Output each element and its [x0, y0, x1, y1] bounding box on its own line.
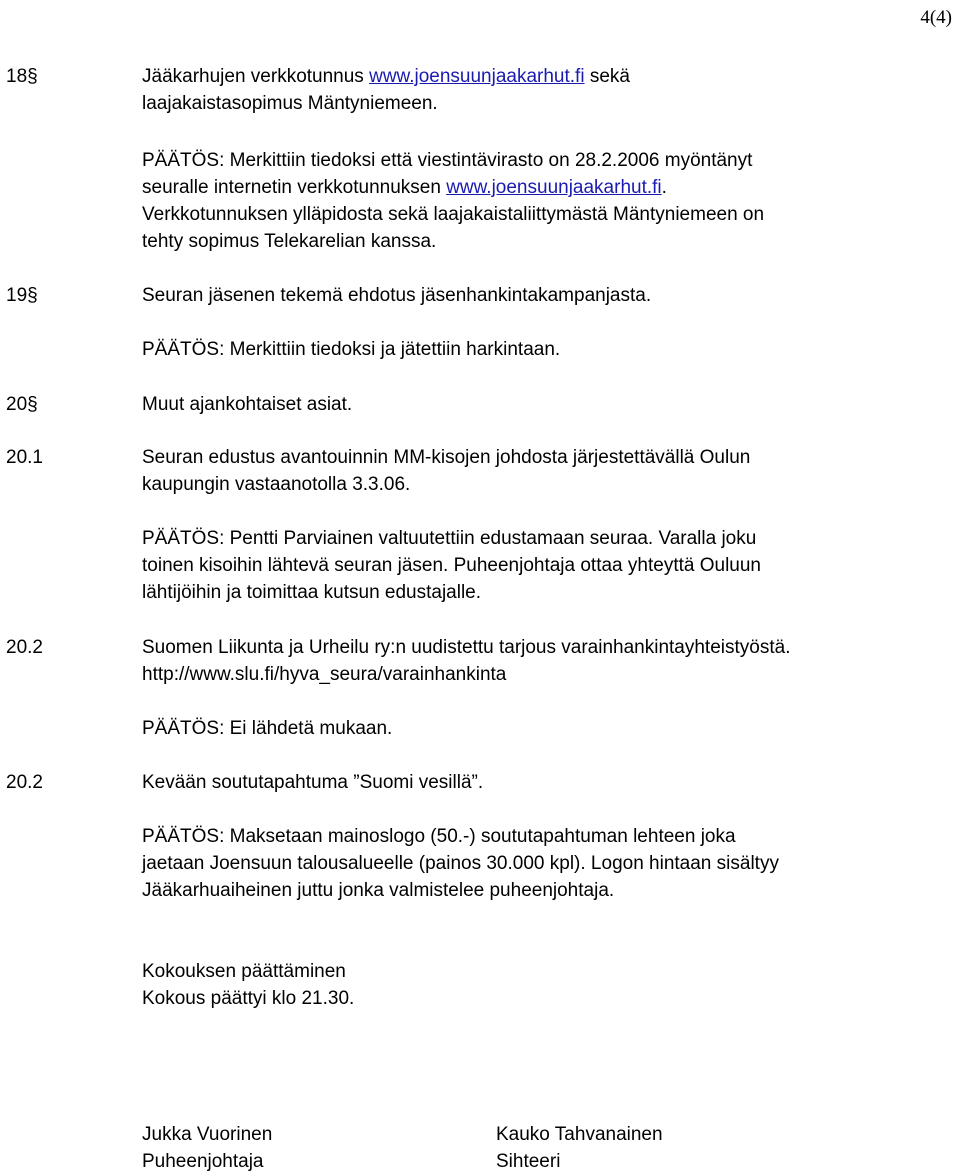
- section-18-heading-line2: laajakaistasopimus Mäntyniemeen.: [142, 93, 438, 114]
- signature-left-role: Puheenjohtaja: [142, 1151, 264, 1172]
- section-symbol: §: [27, 285, 38, 306]
- section-number-19: [6, 282, 38, 309]
- subsection-20-1-decision-line3: lähtijöihin ja toimittaa kutsun edustajalle.: [142, 582, 482, 603]
- subsection-20-2-line1: Suomen Liikunta ja Urheilu ry:n uudistettu tarjous varainhankintayhteistyöstä.: [142, 637, 791, 658]
- section-18-decision-line3: Verkkotunnuksen ylläpidosta sekä laajakaistaliittymästä Mäntyniemeen on: [142, 204, 765, 225]
- section-20-title: Muut ajankohtaiset asiat.: [142, 394, 353, 415]
- section-19-decision: PÄÄTÖS: Merkittiin tiedoksi ja jätettiin harkintaan.: [142, 339, 561, 360]
- signature-right-name: Kauko Tahvanainen: [496, 1124, 663, 1145]
- subsection-20-2-second-decision-line2: jaetaan Joensuun talousalueelle (painos 30.000 kpl). Logon hintaan sisältyy: [142, 853, 779, 874]
- section-19-title: Seuran jäsenen tekemä ehdotus jäsenhankintakampanjasta.: [142, 285, 652, 306]
- subsection-20-1-decision-line2: toinen kisoihin lähtevä seuran jäsen. Puheenjohtaja ottaa yhteyttä Ouluun: [142, 555, 761, 576]
- section-number-20: [6, 391, 38, 418]
- section-18-decision-line2: [142, 174, 667, 201]
- subsection-20-2-url: http://www.slu.fi/hyva_seura/varainhankinta: [142, 664, 507, 685]
- heading-text: Jääkarhujen verkkotunnus: [142, 66, 370, 87]
- section-18-heading-line1: [142, 63, 630, 90]
- subsection-20-1-line1: Seuran edustus avantouinnin MM-kisojen johdosta järjestettävällä Oulun: [142, 447, 751, 468]
- subsection-number-20-2-second: 20.2: [6, 772, 43, 793]
- decision-text-end: .: [661, 177, 667, 198]
- page-number: 4(4): [920, 7, 952, 28]
- closing-time: Kokous päättyi klo 21.30.: [142, 988, 355, 1009]
- section-number: 18: [6, 66, 28, 87]
- subsection-20-1-line2: kaupungin vastaanotolla 3.3.06.: [142, 474, 411, 495]
- section-18-decision-line4: tehty sopimus Telekarelian kanssa.: [142, 231, 437, 252]
- subsection-20-1-decision-line1: PÄÄTÖS: Pentti Parviainen valtuutettiin edustamaan seuraa. Varalla joku: [142, 528, 757, 549]
- closing-heading: Kokouksen päättäminen: [142, 961, 346, 982]
- section-number: 20: [6, 394, 28, 415]
- signature-right-role: Sihteeri: [496, 1151, 561, 1172]
- heading-text-end: sekä: [584, 66, 630, 87]
- section-number-18: [6, 63, 38, 90]
- subsection-20-2-second-title: Kevään soututapahtuma ”Suomi vesillä”.: [142, 772, 484, 793]
- subsection-20-2-second-decision-line1: PÄÄTÖS: Maksetaan mainoslogo (50.-) soututapahtuman lehteen joka: [142, 826, 736, 847]
- section-symbol: §: [27, 394, 38, 415]
- domain-link[interactable]: www.joensuunjaakarhut.fi: [369, 66, 585, 87]
- signature-left-name: Jukka Vuorinen: [142, 1124, 273, 1145]
- domain-link[interactable]: www.joensuunjaakarhut.fi: [446, 177, 662, 198]
- section-number: 19: [6, 285, 28, 306]
- subsection-number-20-1: 20.1: [6, 447, 43, 468]
- section-18-decision-line1: PÄÄTÖS: Merkittiin tiedoksi että viestintävirasto on 28.2.2006 myöntänyt: [142, 150, 753, 171]
- subsection-20-2-decision: PÄÄTÖS: Ei lähdetä mukaan.: [142, 718, 393, 739]
- subsection-number-20-2: 20.2: [6, 637, 43, 658]
- section-symbol: §: [27, 66, 38, 87]
- subsection-20-2-second-decision-line3: Jääkarhuaiheinen juttu jonka valmistelee puheenjohtaja.: [142, 880, 615, 901]
- decision-text: seuralle internetin verkkotunnuksen: [142, 177, 447, 198]
